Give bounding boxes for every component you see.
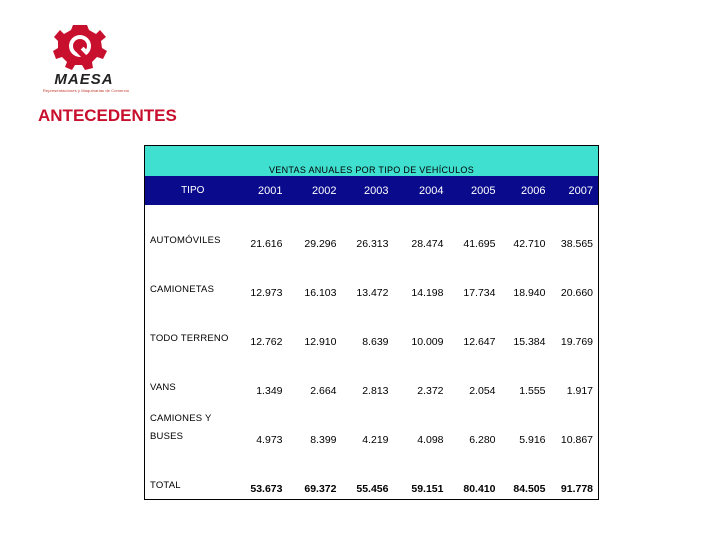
table-row <box>145 303 599 352</box>
table-cell: 4.973 <box>241 401 288 450</box>
column-header: 2003 <box>342 176 394 205</box>
table-cell: 42.710 <box>501 205 551 254</box>
table-cell: 15.384 <box>501 303 551 352</box>
table-cell: 29.296 <box>288 205 342 254</box>
table-cell: 12.910 <box>288 303 342 352</box>
row-label: AUTOMÓVILES <box>145 205 241 254</box>
table-cell: 10.867 <box>551 401 599 450</box>
column-header: 2004 <box>394 176 449 205</box>
table-cell: 84.505 <box>501 450 551 500</box>
column-header: 2001 <box>241 176 288 205</box>
row-label: CAMIONES Y BUSES <box>145 401 241 450</box>
table-cell: 4.098 <box>394 401 449 450</box>
table-cell: 2.054 <box>449 352 501 401</box>
table-cell: 19.769 <box>551 303 599 352</box>
table-row <box>145 205 599 254</box>
table-cell: 59.151 <box>394 450 449 500</box>
table-row-total <box>145 450 599 500</box>
table-cell: 12.762 <box>241 303 288 352</box>
company-logo <box>36 22 132 100</box>
column-header: TIPO <box>145 176 241 205</box>
table-cell: 12.647 <box>449 303 501 352</box>
table-cell: 4.219 <box>342 401 394 450</box>
table-row <box>145 352 599 401</box>
table-cell: 5.916 <box>501 401 551 450</box>
row-label: VANS <box>145 352 241 401</box>
table-cell: 14.198 <box>394 254 449 303</box>
table-cell: 1.349 <box>241 352 288 401</box>
table-cell: 1.917 <box>551 352 599 401</box>
sales-table <box>144 145 599 500</box>
logo-wordmark: MAESA <box>54 71 114 88</box>
table-cell: 6.280 <box>449 401 501 450</box>
table-cell: 91.778 <box>551 450 599 500</box>
table-cell: 69.372 <box>288 450 342 500</box>
logo-tagline: Representaciones y Maquinarias de Comercio <box>42 88 130 93</box>
table-cell: 13.472 <box>342 254 394 303</box>
table-cell: 18.940 <box>501 254 551 303</box>
table-cell: 26.313 <box>342 205 394 254</box>
column-header: 2007 <box>551 176 599 205</box>
table-cell: 41.695 <box>449 205 501 254</box>
table-cell: 20.660 <box>551 254 599 303</box>
table-header-row <box>145 176 599 205</box>
row-label: TOTAL <box>145 450 241 500</box>
table-title-row <box>145 146 599 177</box>
table-cell: 10.009 <box>394 303 449 352</box>
table-cell: 1.555 <box>501 352 551 401</box>
table-cell: 2.372 <box>394 352 449 401</box>
table-cell: 80.410 <box>449 450 501 500</box>
column-header: 2006 <box>501 176 551 205</box>
table-title: VENTAS ANUALES POR TIPO DE VEHÍCULOS <box>145 146 599 177</box>
page-title: ANTECEDENTES <box>38 106 177 125</box>
column-header: 2002 <box>288 176 342 205</box>
table-cell: 38.565 <box>551 205 599 254</box>
column-header: 2005 <box>449 176 501 205</box>
table-cell: 8.639 <box>342 303 394 352</box>
table-cell: 53.673 <box>241 450 288 500</box>
table-cell: 12.973 <box>241 254 288 303</box>
table-cell: 2.813 <box>342 352 394 401</box>
table-cell: 28.474 <box>394 205 449 254</box>
table-cell: 2.664 <box>288 352 342 401</box>
table-cell: 55.456 <box>342 450 394 500</box>
gear-wrench-logo-icon <box>36 22 132 88</box>
table-row <box>145 254 599 303</box>
row-label: TODO TERRENO <box>145 303 241 352</box>
table-cell: 8.399 <box>288 401 342 450</box>
table-cell: 17.734 <box>449 254 501 303</box>
table-cell: 16.103 <box>288 254 342 303</box>
table-cell: 21.616 <box>241 205 288 254</box>
row-label: CAMIONETAS <box>145 254 241 303</box>
table-row <box>145 401 599 450</box>
